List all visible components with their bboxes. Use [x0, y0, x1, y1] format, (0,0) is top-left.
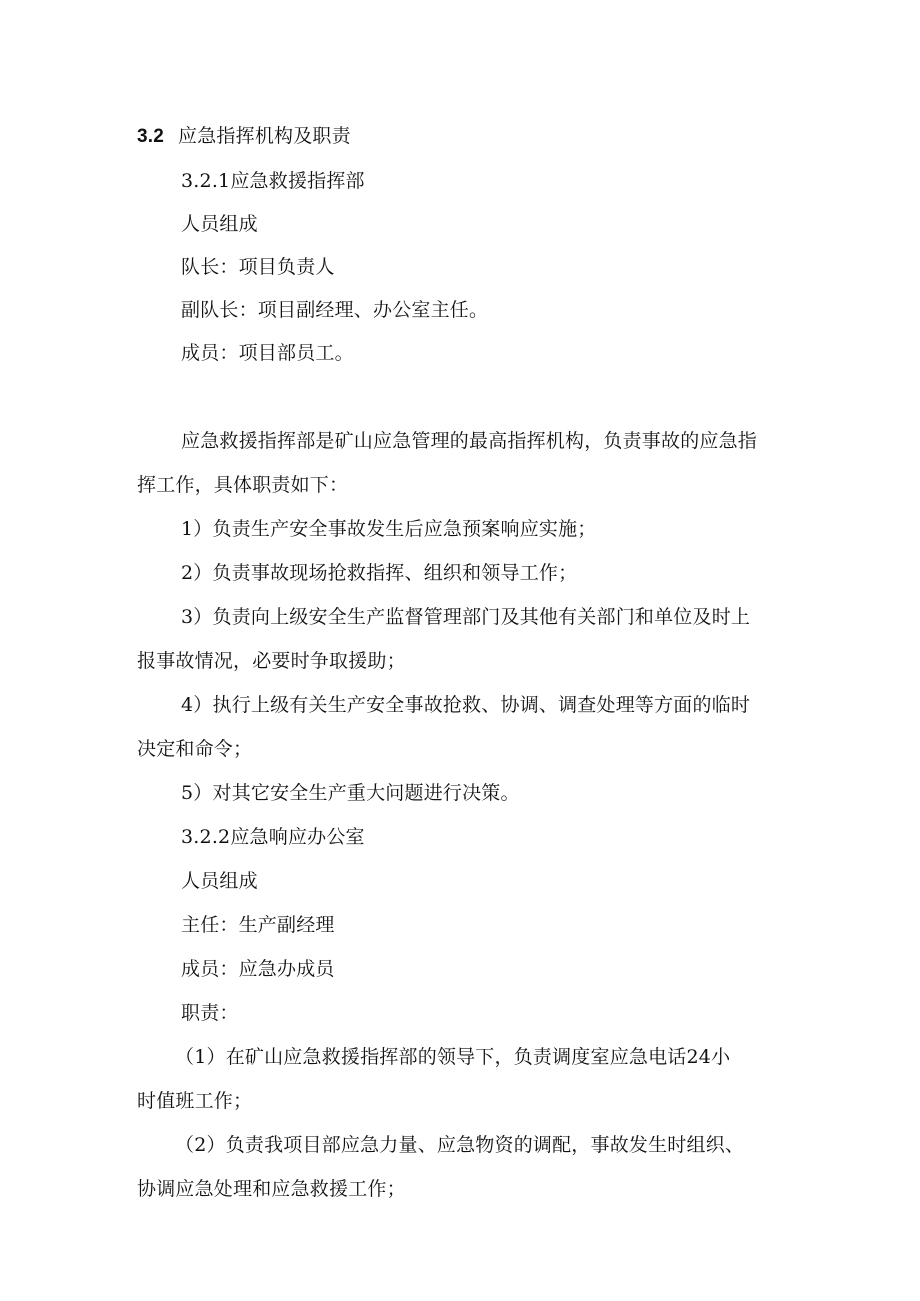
list-item-line: 2）负责事故现场抢救指挥、组织和领导工作；: [181, 562, 578, 584]
section-number: 3.2: [137, 126, 165, 147]
paragraph-line: 成员：应急办成员: [181, 958, 335, 980]
list-item-line: 时值班工作；: [137, 1090, 253, 1112]
paragraph-line: 职责：: [181, 1002, 239, 1024]
subsection-heading-3-2-1: 3.2.1应急救援指挥部: [181, 170, 365, 192]
paragraph-line: 人员组成: [181, 213, 258, 235]
paragraph-line: 应急救援指挥部是矿山应急管理的最高指挥机构，负责事故的应急指: [181, 430, 758, 452]
list-item-line: 1）负责生产安全事故发生后应急预案响应实施；: [181, 518, 597, 540]
paragraph-line: 挥工作，具体职责如下：: [137, 474, 349, 496]
paragraph-line: 队长：项目负责人: [181, 256, 335, 278]
list-item-line: 3）负责向上级安全生产监督管理部门及其他有关部门和单位及时上: [181, 606, 751, 628]
subsection-heading-3-2-2: 3.2.2应急响应办公室: [181, 826, 365, 848]
list-item-line: 报事故情况，必要时争取援助；: [137, 650, 406, 672]
section-heading: [137, 124, 351, 149]
list-item-line: 5）对其它安全生产重大问题进行决策。: [181, 782, 520, 804]
list-item-line: （2）负责我项目部应急力量、应急物资的调配，事故发生时组织、: [175, 1134, 745, 1156]
list-item-line: 协调应急处理和应急救援工作；: [137, 1178, 406, 1200]
list-item-line: （1）在矿山应急救援指挥部的领导下，负责调度室应急电话24小: [175, 1046, 731, 1068]
paragraph-line: 人员组成: [181, 870, 258, 892]
paragraph-line: 主任：生产副经理: [181, 914, 335, 936]
paragraph-line: 成员：项目部员工。: [181, 342, 354, 364]
list-item-line: 决定和命令；: [137, 738, 253, 760]
section-title: 应急指挥机构及职责: [178, 125, 351, 147]
paragraph-line: 副队长：项目副经理、办公室主任。: [181, 299, 489, 321]
list-item-line: 4）执行上级有关生产安全事故抢救、协调、调查处理等方面的临时: [181, 694, 751, 716]
